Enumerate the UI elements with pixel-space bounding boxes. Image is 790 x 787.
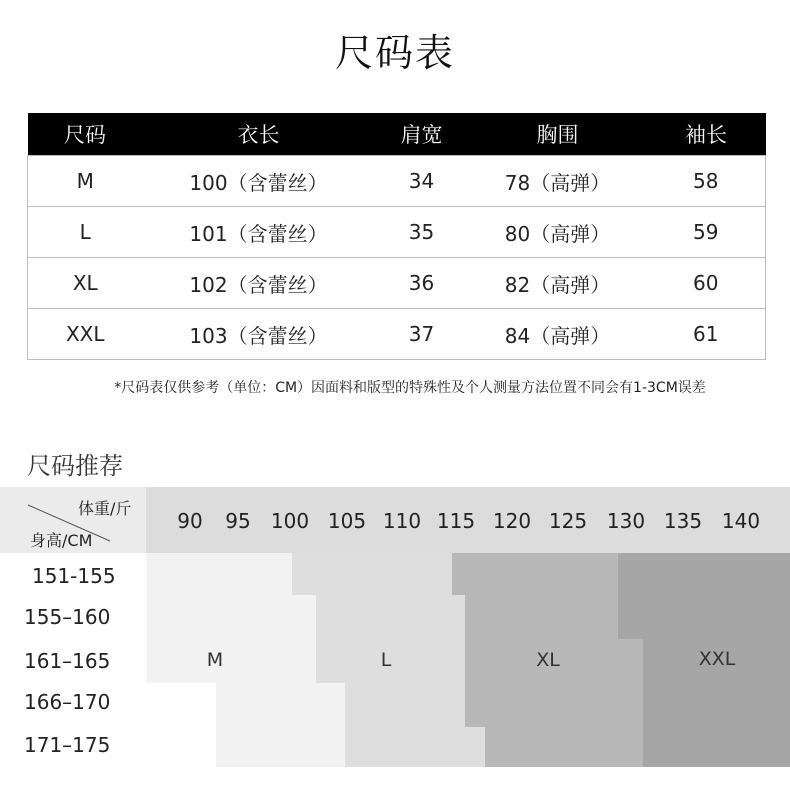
region-l-m-mid — [216, 683, 345, 767]
cell-length: 101（含蕾丝） — [143, 207, 375, 258]
region-xl-ext — [618, 639, 643, 727]
table-row — [28, 156, 766, 207]
height-label: 166–170 — [24, 690, 111, 714]
corner-cell — [0, 487, 146, 553]
weight-label: 135 — [663, 509, 703, 533]
header-sleeve: 袖长 — [647, 113, 766, 156]
region-l-low — [345, 727, 485, 767]
header-shoulder: 肩宽 — [375, 113, 469, 156]
size-label-m: M — [206, 649, 224, 671]
cell-shoulder: 35 — [375, 207, 469, 258]
recommend-title: 尺码推荐 — [27, 452, 123, 480]
region-xxl — [618, 553, 790, 639]
size-label-xl: XL — [536, 649, 560, 671]
size-table — [27, 113, 766, 360]
weight-label: 100 — [270, 509, 310, 533]
cell-sleeve: 60 — [647, 258, 766, 309]
size-label-xxl: XXL — [698, 648, 736, 670]
region-m-bottom-white — [146, 683, 216, 767]
cell-length: 103（含蕾丝） — [143, 309, 375, 360]
size-note: *尺码表仅供参考（单位：CM）因面料和版型的特殊性及个人测量方法位置不同会有1-3CM误差 — [114, 380, 706, 396]
table-row — [28, 207, 766, 258]
cell-size: L — [28, 207, 143, 258]
weight-label: 120 — [492, 509, 532, 533]
header-chest: 胸围 — [469, 113, 647, 156]
cell-chest: 84（高弹） — [469, 309, 647, 360]
height-label: 171–175 — [24, 733, 111, 757]
cell-size: XL — [28, 258, 143, 309]
region-l — [292, 553, 452, 595]
region-xl — [485, 727, 643, 767]
cell-chest: 78（高弹） — [469, 156, 647, 207]
weight-label: 115 — [436, 509, 476, 533]
cell-shoulder: 34 — [375, 156, 469, 207]
cell-chest: 80（高弹） — [469, 207, 647, 258]
height-label: 155–160 — [24, 605, 111, 629]
height-label: 161–165 — [24, 649, 111, 673]
weight-label: 95 — [225, 509, 251, 533]
cell-shoulder: 37 — [375, 309, 469, 360]
cell-length: 102（含蕾丝） — [143, 258, 375, 309]
cell-chest: 82（高弹） — [469, 258, 647, 309]
cell-sleeve: 59 — [647, 207, 766, 258]
region-xl — [452, 553, 618, 595]
table-row — [28, 258, 766, 309]
cell-sleeve: 61 — [647, 309, 766, 360]
weight-label: 130 — [606, 509, 646, 533]
header-size: 尺码 — [28, 113, 143, 156]
weight-label: 125 — [548, 509, 588, 533]
weight-label: 110 — [382, 509, 422, 533]
size-table-header — [28, 113, 766, 156]
height-label: 151-155 — [32, 564, 116, 588]
cell-length: 100（含蕾丝） — [143, 156, 375, 207]
weight-label: 90 — [177, 509, 203, 533]
corner-weight-label: 体重/斤 — [78, 499, 132, 518]
cell-size: XXL — [28, 309, 143, 360]
page-title: 尺码表 — [334, 31, 455, 75]
cell-shoulder: 36 — [375, 258, 469, 309]
cell-size: M — [28, 156, 143, 207]
region-l — [292, 595, 316, 683]
cell-sleeve: 58 — [647, 156, 766, 207]
header-length: 衣长 — [143, 113, 375, 156]
corner-height-label: 身高/CM — [30, 531, 93, 550]
weight-label: 105 — [327, 509, 367, 533]
table-row — [28, 309, 766, 360]
weight-label: 140 — [721, 509, 761, 533]
size-label-l: L — [380, 649, 392, 671]
size-recommend-grid — [0, 487, 790, 767]
